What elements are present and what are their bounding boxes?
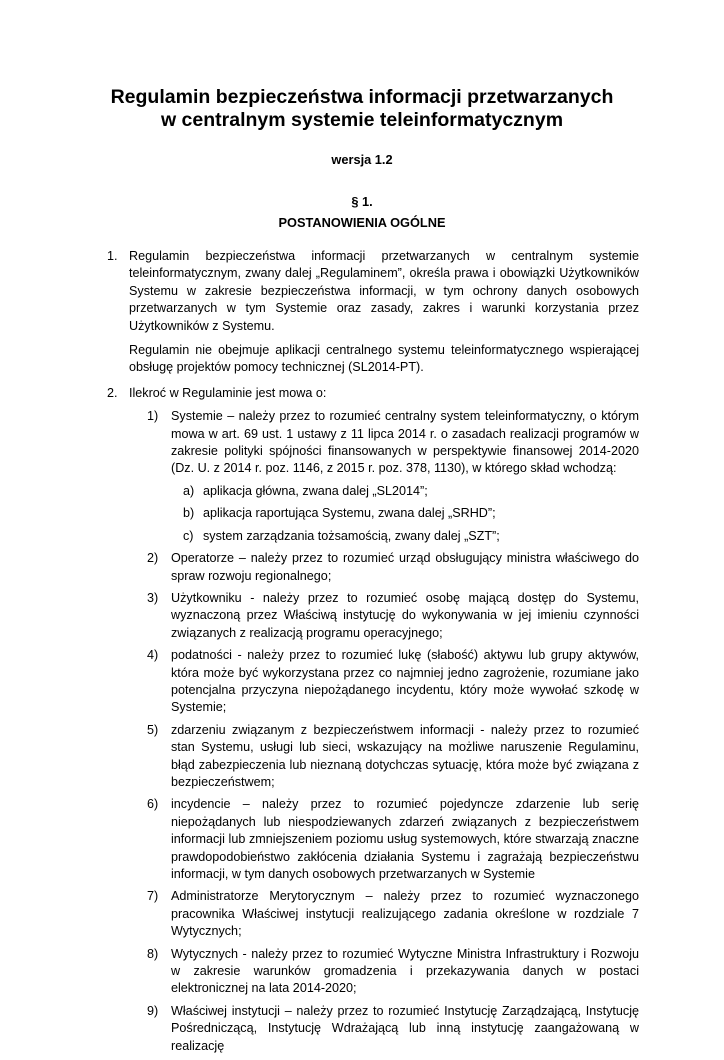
definition-number: 5) (147, 722, 159, 737)
item-intro: Ilekroć w Regulaminie jest mowa o: (129, 385, 327, 400)
definition-item (107, 1003, 639, 1055)
definition-text: Systemie – należy przez to rozumieć centralny system teleinformatyczny, o którym mowa w art. 69 ust. 1 ustawy z 11 lipca 2014 r. o zasadach realizacji programów w zakresie polityki spójności finansowanych w perspektywie finansowej 2014-2020 (Dz. U. z 2014 r. poz. 1146, z 2015 r. poz. 378, 1130), w którego skład wchodzą: (171, 409, 639, 476)
component-text: system zarządzania tożsamością, zwany dalej „SZT”; (203, 528, 500, 543)
definition-item (107, 647, 639, 717)
list-item (107, 248, 639, 377)
definition-item (107, 888, 639, 940)
title-line-1: Regulamin bezpieczeństwa informacji przetwarzanych (110, 86, 614, 108)
definition-item (107, 722, 639, 792)
component-letter: c) (183, 528, 194, 543)
component-item (107, 505, 639, 522)
document-title (0, 86, 724, 132)
definition-number: 4) (147, 648, 159, 663)
definition-text: Właściwej instytucji – należy przez to rozumieć Instytucję Zarządzającą, Instytucję Pośredniczącą, Instytucję Wdrażającą lub inną instytucję zaangażowaną w realizację (171, 1003, 639, 1053)
document-version: wersja 1.2 (331, 152, 393, 167)
definition-number: 6) (147, 797, 159, 812)
item-number: 1. (107, 249, 118, 263)
section-title: POSTANOWIENIA OGÓLNE (278, 215, 446, 230)
definition-text: Użytkowniku - należy przez to rozumieć osobę mającą dostęp do Systemu, wyznaczoną przez Właściwą instytucję do wykonywania w jej imieniu czynności związanych z realizacją programu operacyjnego; (171, 590, 639, 640)
definition-text: podatności - należy przez to rozumieć lukę (słabość) aktywu lub grupy aktywów, która może być wykorzystana przez co najmniej jedno zagrożenie, rozumiane jako potencjalna przyczyna niepożądanego incydentu, który może wywołać szkodę w Systemie; (171, 648, 639, 715)
component-item (107, 483, 639, 500)
definition-number: 7) (147, 889, 159, 904)
definition-text: Administratorze Merytorycznym – należy przez to rozumieć wyznaczonego pracownika Właściwej instytucji realizującego zadania określone w rozdziale 7 Wytycznych; (171, 889, 639, 939)
definition-item (107, 550, 639, 585)
definition-item (107, 408, 639, 478)
definition-text: incydencie – należy przez to rozumieć pojedyncze zdarzenie lub serię niepożądanych lub niespodziewanych zdarzeń związanych z bezpieczeństwem informacji lub zmniejszeniem poziomu usług systemowych, które stwarzają znaczne prawdopodobieństwo zakłócenia działania Systemu i zagrażają bezpieczeństwu informacji, w tym danych osobowych przetwarzanych w Systemie (171, 797, 639, 881)
definition-number: 8) (147, 946, 159, 961)
component-text: aplikacja główna, zwana dalej „SL2014”; (203, 483, 428, 498)
paragraph: Regulamin bezpieczeństwa informacji przetwarzanych w centralnym systemie teleinformatycznym, zwany dalej „Regulaminem”, określa prawa i obowiązki Użytkowników Systemu w zakresie bezpieczeństwa informacji, w tym ochrony danych osobowych przetwarzanych w tym Systemie oraz zasady, zakres i warunki korzystania przez Użytkowników z Systemu. (129, 249, 639, 333)
section-number: § 1. (351, 194, 373, 209)
list-item (107, 385, 639, 402)
definition-number: 2) (147, 551, 159, 566)
component-item (107, 528, 639, 545)
definition-number: 9) (147, 1003, 159, 1018)
component-letter: b) (183, 506, 195, 521)
definition-item (107, 796, 639, 883)
definition-text: zdarzeniu związanym z bezpieczeństwem informacji - należy przez to rozumieć stan Systemu, usługi lub sieci, wskazujący na możliwe naruszenie Regulaminu, błąd zabezpieczenia lub nieznaną dotychczas sytuację, która może być związana z bezpieczeństwem; (171, 722, 639, 789)
item-number: 2. (107, 385, 118, 400)
definition-number: 1) (147, 409, 159, 424)
component-text: aplikacja raportująca Systemu, zwana dalej „SRHD”; (203, 506, 496, 521)
document-body (107, 248, 639, 1060)
definition-item (107, 590, 639, 642)
definition-item (107, 946, 639, 998)
definition-text: Operatorze – należy przez to rozumieć urząd obsługujący ministra właściwego do spraw rozwoju regionalnego; (171, 551, 639, 583)
definition-number: 3) (147, 590, 159, 605)
paragraph: Regulamin nie obejmuje aplikacji centralnego systemu teleinformatycznego wspierającej obsługę projektów pomocy technicznej (SL2014-PT). (129, 343, 639, 375)
definition-text: Wytycznych - należy przez to rozumieć Wytyczne Ministra Infrastruktury i Rozwoju w zakresie warunków gromadzenia i przekazywania danych w postaci elektronicznej na lata 2014-2020; (171, 946, 639, 996)
title-line-2: w centralnym systemie teleinformatycznym (160, 109, 564, 131)
component-letter: a) (183, 483, 195, 498)
